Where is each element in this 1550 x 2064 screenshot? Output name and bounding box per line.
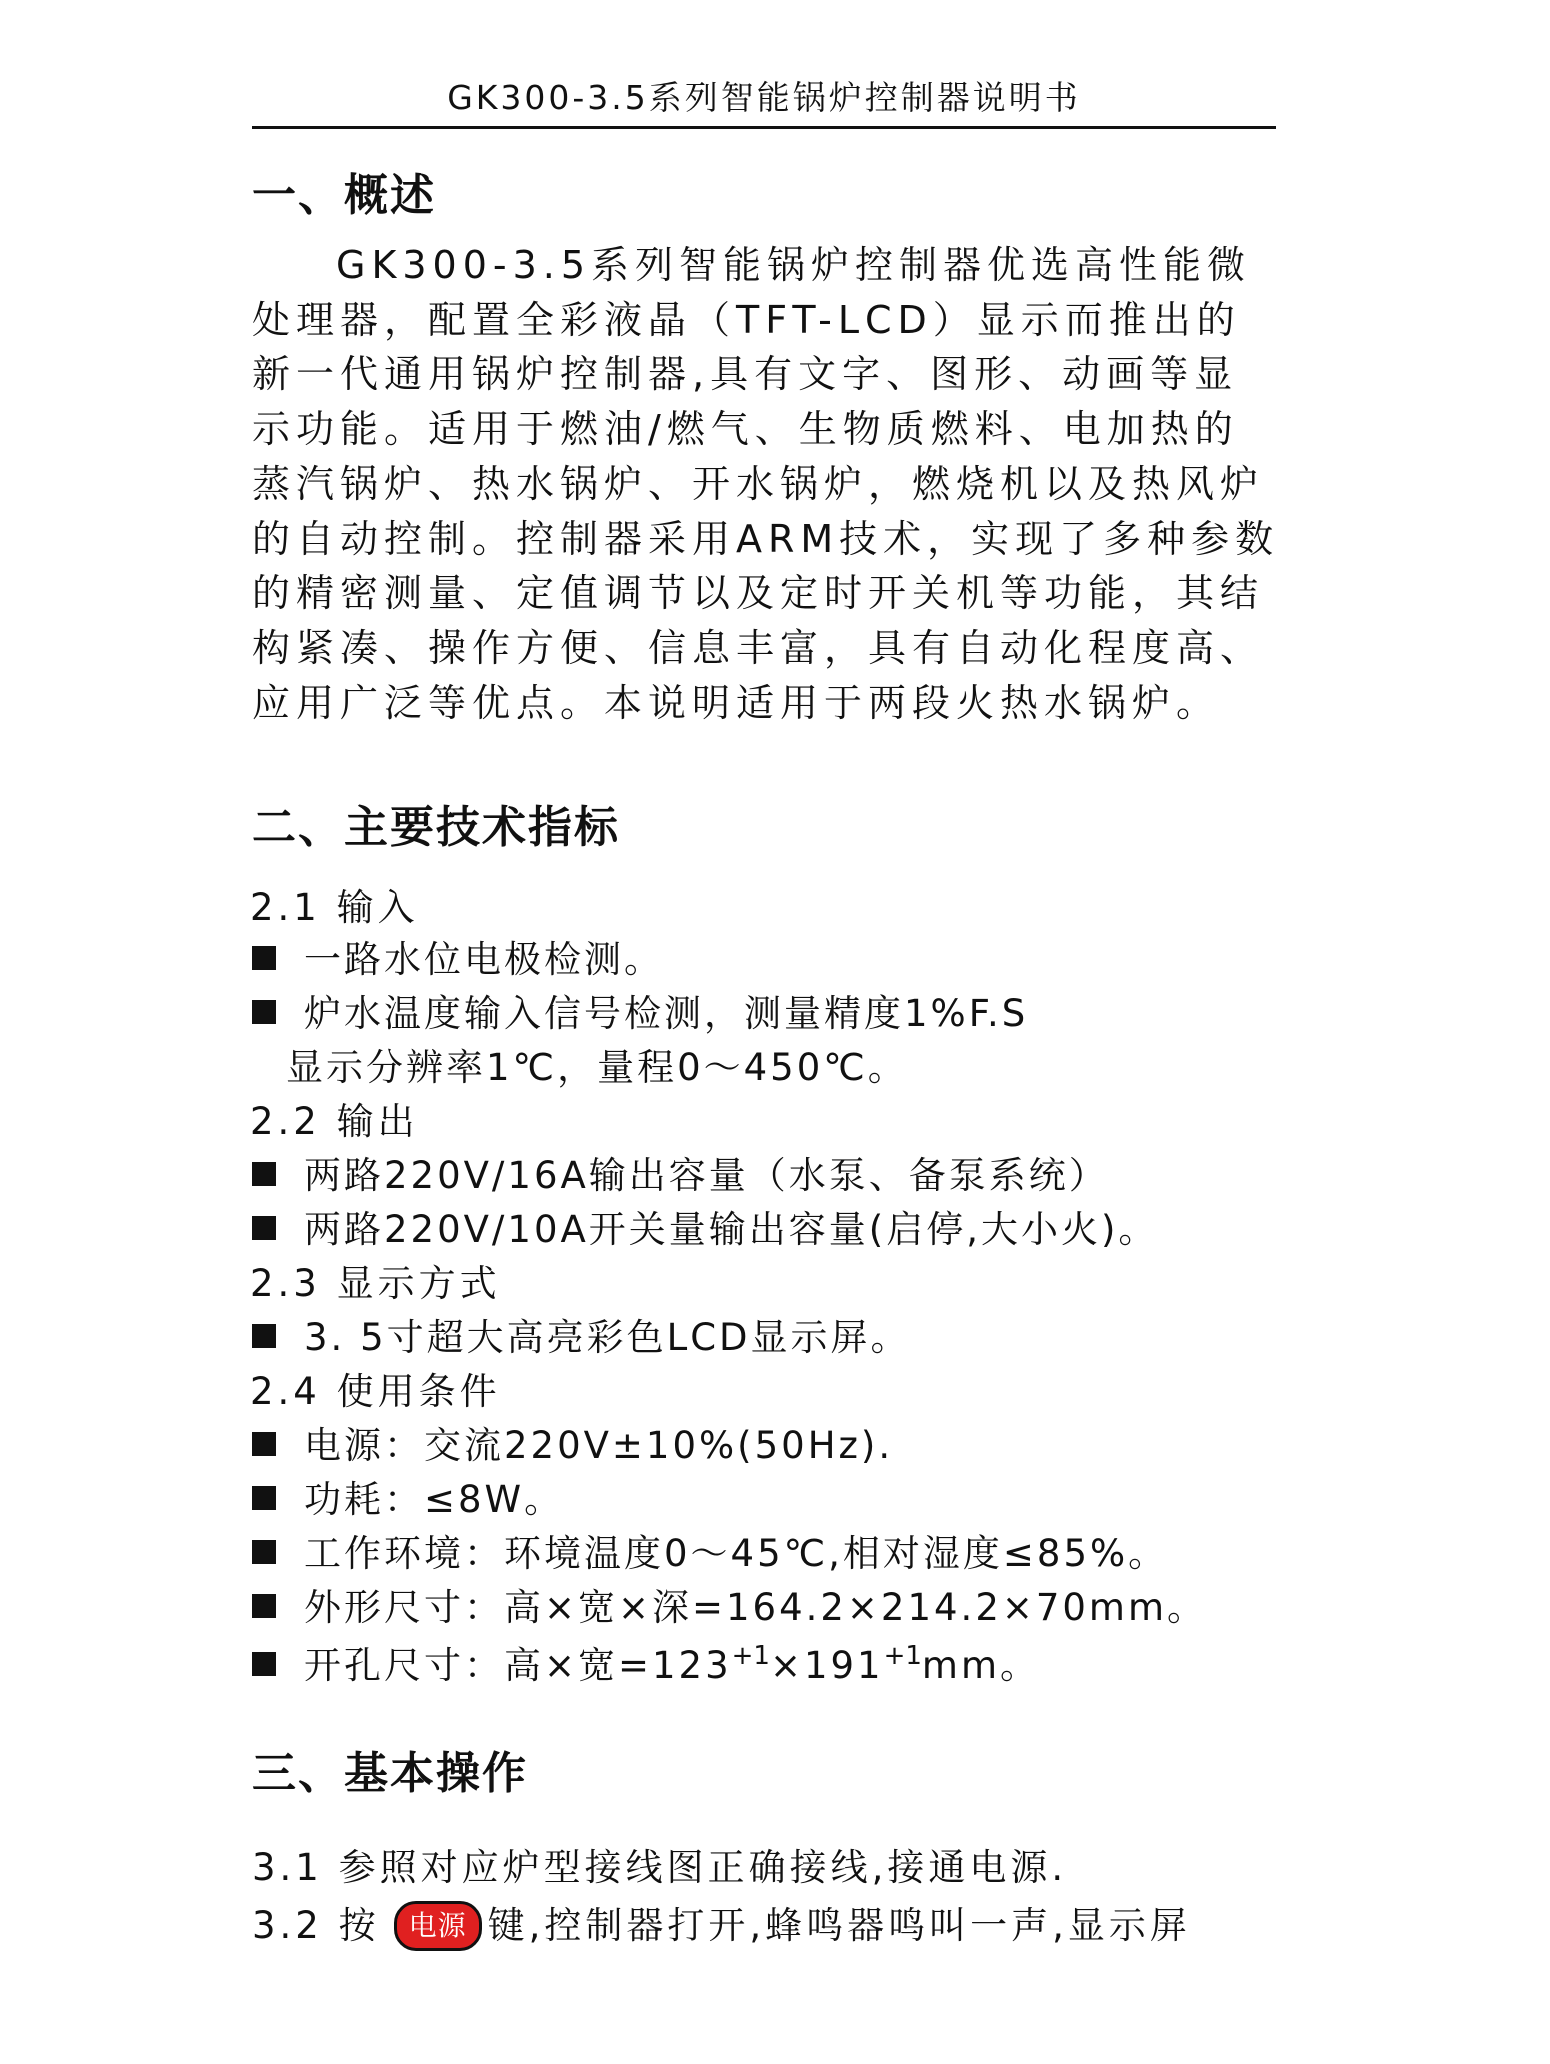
bullet-square-icon [252,946,276,970]
list-item: 炉水温度输入信号检测，测量精度1%F.S [252,988,1028,1040]
bullet-square-icon [252,1216,276,1240]
section-heading-overview: 一、概述 [252,170,436,221]
list-item: 外形尺寸：高×宽×深=164.2×214.2×70mm。 [252,1582,1207,1634]
tolerance-superscript: +1 [731,1641,770,1671]
subsection-input-title: 2.1 输入 [250,886,419,929]
header-rule [252,126,1276,129]
subsection-output-title: 2.2 输出 [250,1100,419,1143]
list-item: 一路水位电极检测。 [252,934,664,986]
subsection-display-title: 2.3 显示方式 [250,1262,501,1305]
page-header-title: GK300-3.5系列智能锅炉控制器说明书 [447,78,1081,117]
list-item: 两路220V/10A开关量输出容量(启停,大小火)。 [252,1204,1158,1256]
bullet-square-icon [252,1432,276,1456]
bullet-square-icon [252,1594,276,1618]
overview-paragraph [252,238,1282,730]
list-item: 工作环境：环境温度0～45℃,相对湿度≤85%。 [252,1528,1168,1580]
power-key-icon: 电源 [394,1901,482,1951]
list-item-continuation: 显示分辨率1℃，量程0～450℃。 [286,1046,908,1089]
subsection-conditions-title: 2.4 使用条件 [250,1370,501,1413]
list-item: 两路220V/16A输出容量（水泵、备泵系统） [252,1150,1109,1202]
bullet-square-icon [252,1000,276,1024]
list-item: 电源：交流220V±10%(50Hz). [252,1420,893,1472]
section-heading-specs: 二、主要技术指标 [252,802,620,853]
list-item-cutout-size: 开孔尺寸：高×宽$=123^{+1}\times 191^{+1}mm$。 [252,1640,1040,1692]
operation-step-1: 3.1 参照对应炉型接线图正确接线,接通电源. [252,1846,1068,1889]
bullet-square-icon [252,1324,276,1348]
list-item: 功耗：≤8W。 [252,1474,564,1526]
tolerance-superscript: +1 [883,1641,922,1671]
bullet-square-icon [252,1486,276,1510]
bullet-square-icon [252,1652,276,1676]
operation-step-2: 3.2 按 电源 键,控制器打开,蜂鸣器鸣叫一声,显示屏 [252,1898,1191,1954]
bullet-square-icon [252,1162,276,1186]
section-heading-operation: 三、基本操作 [252,1748,528,1799]
bullet-square-icon [252,1540,276,1564]
list-item: 3. 5寸超大高亮彩色LCD显示屏。 [252,1312,911,1364]
overview-text: GK300-3.5系列智能锅炉控制器优选高性能微处理器，配置全彩液晶（TFT-LCD）显示而推出的新一代通用锅炉控制器,具有文字、图形、动画等显示功能。适用于燃油/燃气、生物质燃料、电加热的蒸汽锅炉、热水锅炉、开水锅炉，燃烧机以及热风炉的自动控制。控制器采用ARM技术，实现了多种参数的精密测量、定值调节以及定时开关机等功能，其结构紧凑、操作方便、信息丰富，具有自动化程度高、应用广泛等优点。本说明适用于两段火热水锅炉。 [252,243,1280,725]
